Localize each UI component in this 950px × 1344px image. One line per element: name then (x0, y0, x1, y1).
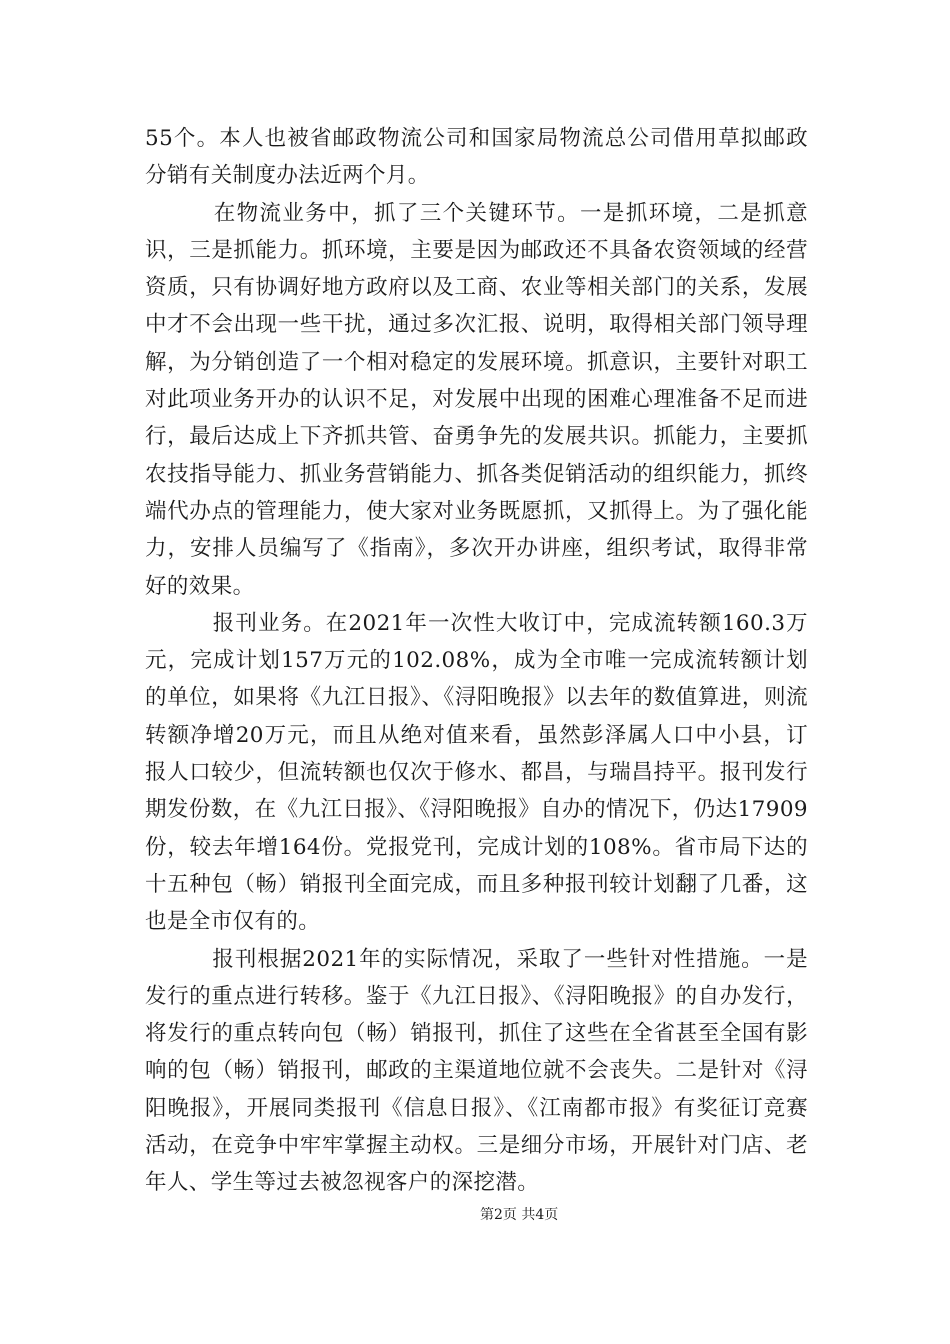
paragraph-3: 报刊业务。在2021年一次性大收订中，完成流转额160.3万元，完成计划157万元的102.08%，成为全市唯一完成流转额计划的单位，如果将《九江日报》、《浔阳晚报》以去年的数值算进，则流转额净增20万元，而且从绝对值来看，虽然彭泽属人口中小县，订报人口较少，但流转额也仅次于修水、都昌，与瑞昌持平。报刊发行期发份数，在《九江日报》、《浔阳晚报》自办的情况下，仍达17909份，较去年增164份。党报党刊，完成计划的108%。省市局下达的十五种包（畅）销报刊全面完成，而且多种报刊较计划翻了几番，这也是全市仅有的。 (145, 610, 808, 935)
paragraph-2: 在物流业务中，抓了三个关键环节。一是抓环境，二是抓意识，三是抓能力。抓环境，主要是因为邮政还不具备农资领域的经营资质，只有协调好地方政府以及工商、农业等相关部门的关系，发展中才不会出现一些干扰，通过多次汇报、说明，取得相关部门领导理解，为分销创造了一个相对稳定的发展环境。抓意识，主要针对职工对此项业务开办的认识不足，对发展中出现的困难心理准备不足而进行，最后达成上下齐抓共管、奋勇争先的发展共识。抓能力，主要抓农技指导能力、抓业务营销能力、抓各类促销活动的组织能力，抓终端代办点的管理能力，使大家对业务既愿抓，又抓得上。为了强化能力，安排人员编写了《指南》，多次开办讲座，组织考试，取得非常好的效果。 (145, 200, 808, 599)
document-body (145, 120, 808, 1202)
paragraph-4: 报刊根据2021年的实际情况，采取了一些针对性措施。一是发行的重点进行转移。鉴于《九江日报》、《浔阳晚报》的自办发行，将发行的重点转向包（畅）销报刊，抓住了这些在全省甚至全国有影响的包（畅）销报刊，邮政的主渠道地位就不会丧失。二是针对《浔阳晚报》，开展同类报刊《信息日报》、《江南都市报》有奖征订竞赛活动，在竞争中牢牢掌握主动权。三是细分市场，开展针对门店、老年人、学生等过去被忽视客户的深挖潜。 (145, 946, 808, 1196)
page-number-footer: 第2页 共4页 (480, 1207, 559, 1223)
paragraph-1: 55个。本人也被省邮政物流公司和国家局物流总公司借用草拟邮政分销有关制度办法近两个月。 (145, 126, 808, 189)
